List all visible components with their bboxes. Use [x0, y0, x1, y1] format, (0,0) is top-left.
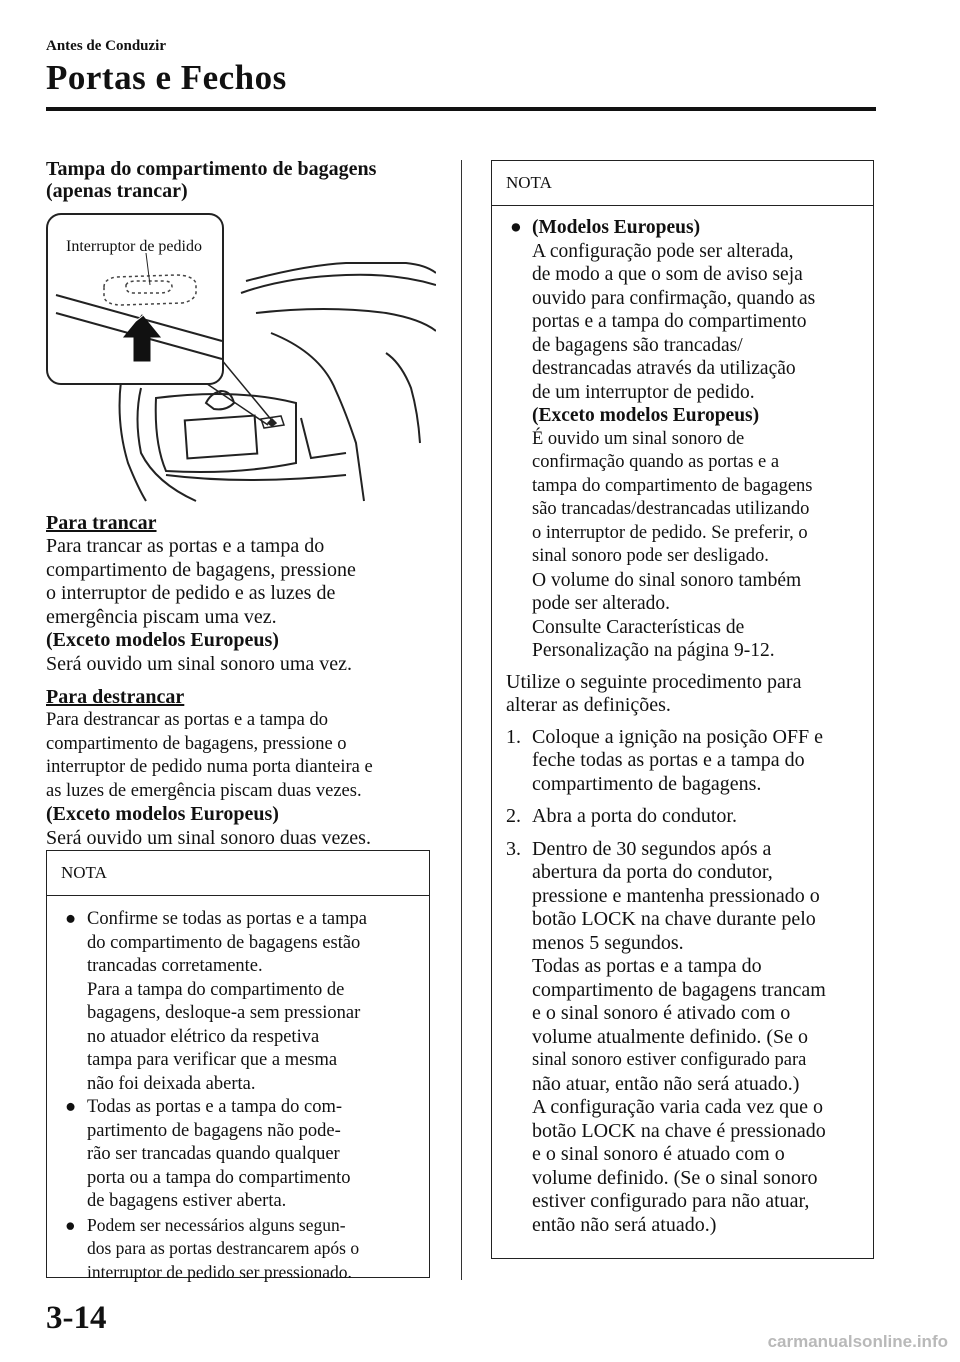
note-list — [47, 896, 429, 1294]
note-title: NOTA — [492, 161, 873, 206]
step-line: abertura da porta do condutor, — [532, 861, 773, 883]
note-line: de modo a que o som de aviso seja — [532, 264, 803, 285]
note-line: o interruptor de pedido. Se preferir, o — [532, 522, 808, 543]
note-item — [61, 1096, 419, 1214]
note-line: tampa para verificar que a mesma — [87, 1050, 338, 1070]
bullet-icon: ● — [65, 909, 77, 929]
step-number: 1. — [506, 725, 521, 748]
note-box-left — [46, 850, 430, 1282]
step-number: 2. — [506, 805, 521, 827]
lock-line: o interruptor de pedido e as luzes de — [46, 582, 336, 604]
lock-title: Para trancar — [46, 512, 157, 534]
note-line: Consulte Características de — [532, 616, 745, 638]
euro-heading: (Modelos Europeus) — [532, 217, 701, 238]
non-euro-heading: (Exceto modelos Europeus) — [532, 405, 760, 426]
left-column — [46, 158, 436, 202]
section-heading: Tampa do compartimento de bagagens — [46, 158, 377, 180]
step-number: 3. — [506, 837, 521, 860]
lock-line: emergência piscam uma vez. — [46, 605, 277, 628]
step-item — [506, 805, 855, 829]
note-line: são trancadas/destrancadas utilizando — [532, 499, 810, 519]
note-line: pode ser alterado. — [532, 593, 671, 614]
note-line: Para a tampa do compartimento de — [87, 979, 345, 1000]
page-title: Portas e Fechos — [46, 58, 287, 97]
step-line: Abra a porta do condutor. — [532, 805, 737, 827]
note-line: É ouvido um sinal sonoro de — [532, 428, 745, 449]
note-line: dos para as portas destrancarem após o — [87, 1238, 360, 1258]
note-line: partimento de bagagens não pode- — [87, 1120, 341, 1141]
unlock-except-text: Será ouvido um sinal sonoro duas vezes. — [46, 826, 371, 849]
bullet-icon: ● — [510, 217, 522, 238]
callout-label: Interruptor de pedido — [66, 238, 202, 255]
step-line: então não será atuado.) — [532, 1213, 717, 1236]
note-line: de bagagens são trancadas/ — [532, 334, 743, 356]
step-line: botão LOCK na chave durante pelo — [532, 908, 816, 930]
intro-line: alterar as definições. — [506, 694, 671, 716]
bullet-icon: ● — [65, 1214, 76, 1235]
note-line: Todas as portas e a tampa do com- — [87, 1097, 343, 1117]
step-item — [506, 838, 855, 1238]
note-line: O volume do sinal sonoro também — [532, 569, 802, 591]
step-line: botão LOCK na chave é pressionado — [532, 1119, 826, 1142]
step-line: Todas as portas e a tampa do — [532, 955, 762, 977]
step-line: volume definido. (Se o sinal sonoro — [532, 1166, 818, 1189]
bullet-icon: ● — [65, 1097, 77, 1117]
title-rule — [46, 107, 876, 111]
watermark: carmanualsonline.info — [767, 1332, 948, 1351]
note-item — [61, 1214, 419, 1285]
step-line: compartimento de bagagens trancam — [532, 978, 826, 1001]
section-label: Antes de Conduzir — [46, 38, 167, 54]
note-line: de um interruptor de pedido. — [532, 381, 755, 403]
lock-line: compartimento de bagagens, pressione — [46, 558, 356, 581]
section-heading-sub: (apenas trancar) — [46, 180, 188, 202]
step-line: volume atualmente definido. (Se o — [532, 1025, 809, 1048]
step-line: menos 5 segundos. — [532, 931, 684, 954]
step-line: e o sinal sonoro é atuado com o — [532, 1143, 785, 1165]
unlock-except-heading: (Exceto modelos Europeus) — [46, 803, 279, 825]
step-item — [506, 726, 855, 797]
note-line: A configuração pode ser alterada, — [532, 240, 794, 262]
note-line: bagagens, desloque-a sem pressionar — [87, 1003, 361, 1023]
note-line: porta ou a tampa do compartimento — [87, 1167, 351, 1188]
note-line: interruptor de pedido ser pressionado. — [87, 1261, 352, 1282]
note-line: de bagagens estiver aberta. — [87, 1191, 287, 1211]
note-line: Podem ser necessários alguns segun- — [87, 1214, 346, 1235]
note-line: destrancadas através da utilização — [532, 358, 796, 379]
note-line: rão ser trancadas quando qualquer — [87, 1144, 340, 1164]
step-line: A configuração varia cada vez que o — [532, 1096, 823, 1118]
step-line: e o sinal sonoro é ativado com o — [532, 1002, 791, 1024]
step-line: Dentro de 30 segundos após a — [532, 837, 772, 860]
note-body — [492, 206, 873, 1258]
note-line: no atuador elétrico da respetiva — [87, 1026, 320, 1047]
step-line: estiver configurado para não atuar, — [532, 1190, 810, 1212]
lock-line: Para trancar as portas e a tampa do — [46, 535, 325, 557]
note-title: NOTA — [47, 851, 429, 896]
note-line: confirmação quando as portas e a — [532, 452, 780, 472]
note-line: não foi deixada aberta. — [87, 1073, 256, 1094]
page-number: 3-14 — [46, 1300, 107, 1336]
procedure-intro — [506, 671, 863, 718]
unlock-line: compartimento de bagagens, pressione o — [46, 733, 347, 754]
step-line: Coloque a ignição na posição OFF e — [532, 725, 824, 748]
liftgate-illustration — [46, 213, 436, 503]
procedure-steps — [506, 726, 863, 1238]
unlock-line: interruptor de pedido numa porta dianteira e — [46, 757, 373, 777]
unlock-line: as luzes de emergência piscam duas vezes. — [46, 780, 362, 801]
unlock-title: Para destrancar — [46, 686, 185, 708]
note-line: tampa do compartimento de bagagens — [532, 475, 813, 496]
lock-except-text: Será ouvido um sinal sonoro uma vez. — [46, 652, 353, 675]
note-item — [506, 216, 863, 663]
intro-line: Utilize o seguinte procedimento para — [506, 670, 802, 693]
note-line: do compartimento de bagagens estão — [87, 932, 361, 953]
lock-except-heading: (Exceto modelos Europeus) — [46, 629, 279, 651]
step-line: sinal sonoro estiver configurado para — [532, 1050, 807, 1070]
note-item — [61, 908, 419, 1096]
step-line: não atuar, então não será atuado.) — [532, 1072, 800, 1095]
note-line: portas e a tampa do compartimento — [532, 311, 807, 332]
unlock-line: Para destrancar as portas e a tampa do — [46, 710, 328, 730]
step-line: feche todas as portas e a tampa do — [532, 749, 805, 771]
step-line: compartimento de bagagens. — [532, 772, 762, 795]
right-column — [491, 160, 874, 1259]
note-line: Confirme se todas as portas e a tampa — [87, 909, 367, 929]
note-line: sinal sonoro pode ser desligado. — [532, 546, 769, 566]
note-line: ouvido para confirmação, quando as — [532, 287, 816, 309]
note-box-right — [491, 160, 874, 1259]
note-line: Personalização na página 9-12. — [532, 640, 775, 661]
step-line: pressione e mantenha pressionado o — [532, 884, 820, 907]
lock-section — [46, 512, 436, 850]
note-line: trancadas corretamente. — [87, 956, 263, 976]
column-divider — [461, 160, 462, 1280]
